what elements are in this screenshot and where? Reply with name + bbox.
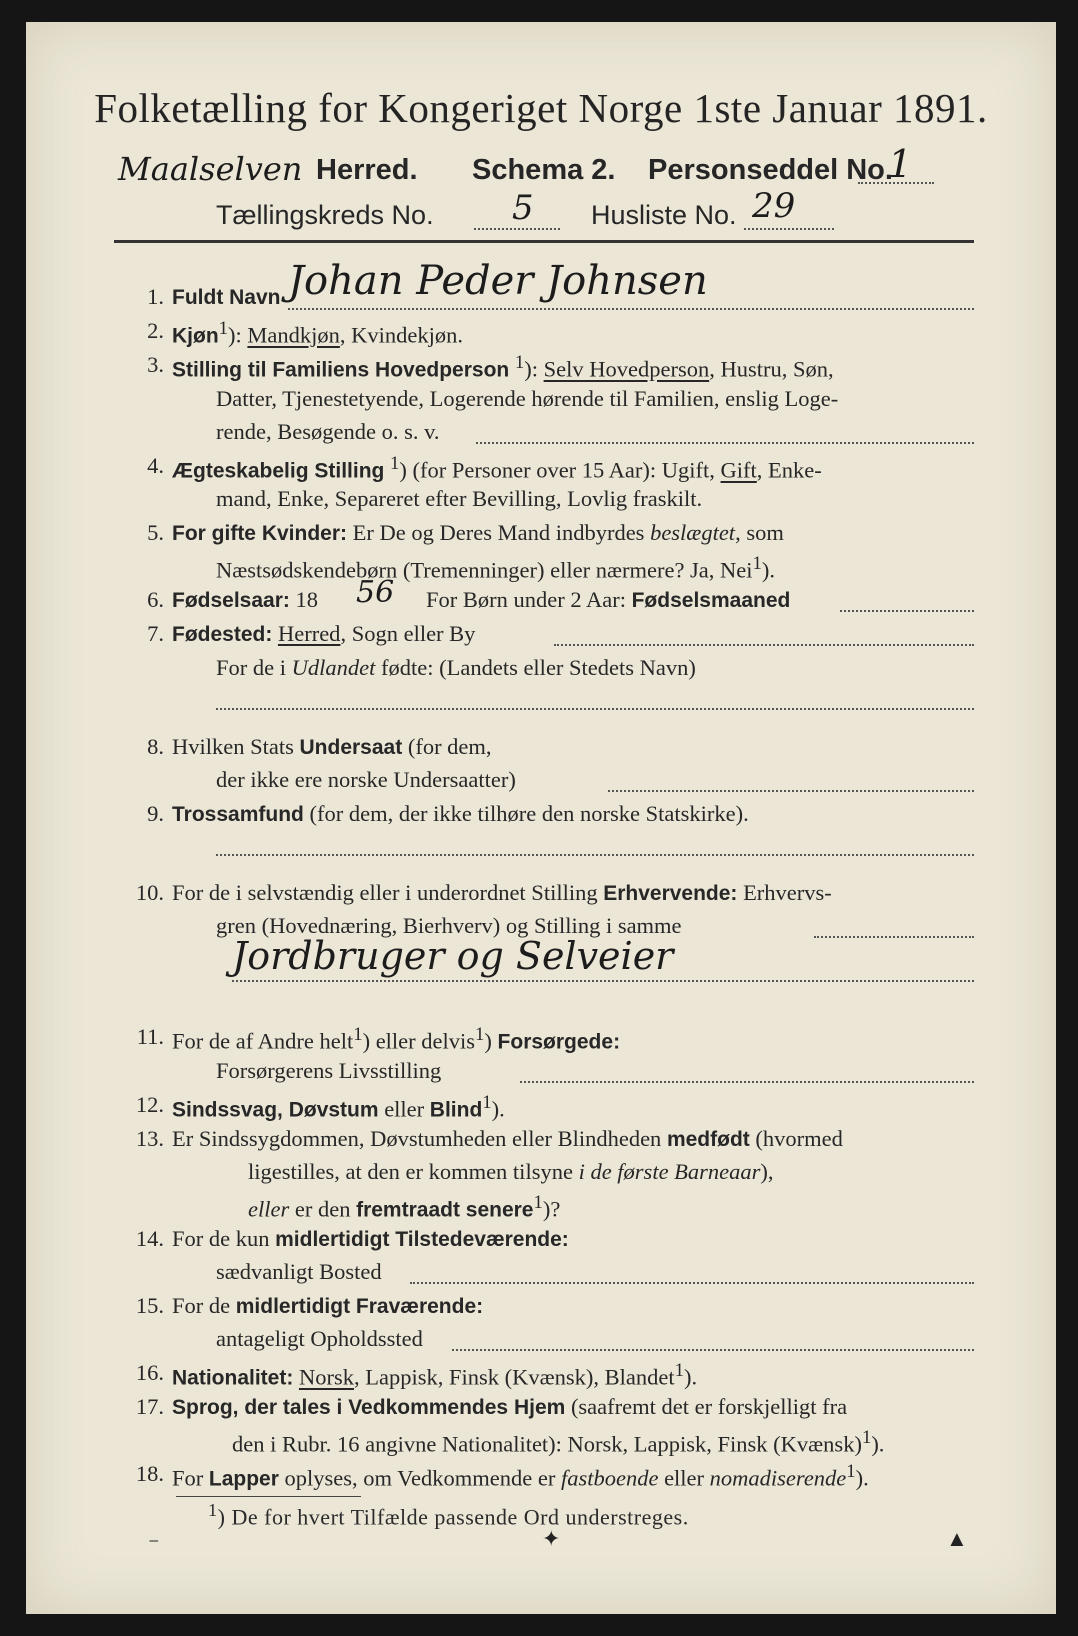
husliste-handwritten: 29 <box>752 186 796 226</box>
field-number: 10. <box>135 880 164 905</box>
field-label: Lapper <box>208 1467 279 1491</box>
dotted-line <box>476 442 974 444</box>
field-label: Sindssvag, Døvstum <box>172 1098 379 1122</box>
census-form: Folketælling for Kongeriget Norge 1ste Januar 1891. Maalselven Herred. Schema 2. Personseddel No. 1 Tællingskreds No. 5 Husliste No. 29 1. Fuldt Navn Johan Peder Johnsen 2. Kjøn$^1$): Mandkjøn, Kvindekjøn. 3. Stilling til Familiens Hovedperson $^1$): Selv Hovedperson, Hustru, Søn, Datter, Tjenestetyende, Logerende hørende til Familien, enslig Loge- rende, Besøgende o. s. v. 4. Ægteskabelig Stilling $^1$) (for Personer over 15 Aar): Ugift, Gift, Enke- mand, Enke, Separeret efter Bevilling, Lovlig fraskilt. 5. For gifte Kvinder: Er De og Deres Mand indbyrdes beslægtet, som Næstsødskendebørn (Tremenninger) eller nærmere? Ja, Nei$^1$). 6. Fødselsaar: 18 For Børn under 2 Aar: Fødselsmaaned 56 7. Fødested: Herred, Sogn eller By For de i Udlandet fødte: (Landets eller Stedets Navn) 8. Hvilken Stats Undersaat (for dem, der ikke ere norske Undersaatter) 9. Trossamfund (for dem, der ikke tilhøre den norske Statskirke). 10. For de i selvstændig eller i underordnet Stilling Erhvervende: Erhvervs- gren (Hovednæring, Bierhverv) og Stilling i samme Jordbruger og Selveier 11. For de af Andre helt$^1$) eller delvis$^1$) Forsørgede: Forsørgerens Livsstilling 12. Sindssvag, Døvstum eller Blind$^1$). 13. Er Sindssygdommen, Døvstumheden eller Blindheden medfødt (hvormed ligestilles, at den er kommen tilsyne i de første Barneaar), eller er den fremtraadt senere$^1$)? 14. For de kun midlertidigt Tilstedeværende: sædvanligt Bosted 15. For de midlertidigt Fraværende: antageligt Opholdssted 16. Nationalitet: Norsk, Lappisk, Finsk (Kvænsk), Blandet$^1$). 17. Sprog, der tales i Vedkommendes Hjem (saafremt det er forskjelligt fra den i Rubr. 16 angivne Nationalitet): Norsk, Lappisk, Finsk (Kvænsk)$^1$). 18. For Lapper oplyses, om Vedkommende er fastboende eller nomadiserende$^1$). $^1$) De for hvert Tilfælde passende Ord understreges. ⁻ ✦ ▲ <box>26 22 1056 1614</box>
field-number: 8. <box>147 734 164 759</box>
occupation-handwritten: Jordbruger og Selveier <box>232 934 674 978</box>
field-label: Kjøn <box>172 324 219 348</box>
field-number: 15. <box>135 1293 164 1318</box>
kreds-label: Tællingskreds No. <box>216 200 434 230</box>
header-rule <box>114 240 974 243</box>
husliste-label: Husliste No. <box>591 200 737 230</box>
field-number: 12. <box>135 1092 164 1117</box>
herred-label: Herred. <box>316 154 418 186</box>
dotted-line <box>288 308 974 310</box>
birthyear-handwritten: 56 <box>356 575 395 610</box>
underlined-option: Selv Hovedperson <box>543 356 710 382</box>
kreds-handwritten: 5 <box>512 188 534 228</box>
dotted-line <box>474 228 560 230</box>
field-label: medfødt <box>666 1128 750 1151</box>
field-label: Fødested: <box>172 623 273 646</box>
schema-label: Schema 2. <box>472 154 616 186</box>
field-number: 9. <box>147 801 164 826</box>
dotted-line <box>554 644 974 646</box>
dotted-line <box>232 980 974 982</box>
dotted-line <box>608 790 974 792</box>
field-number: 13. <box>135 1126 164 1151</box>
form-title: Folketælling for Kongeriget Norge 1ste Januar 1891. <box>94 85 988 131</box>
underlined-option: Mandkjøn <box>247 322 340 348</box>
field-label: Sprog, der tales i Vedkommendes Hjem <box>172 1396 566 1419</box>
field-label: Ægteskabelig Stilling <box>172 459 385 483</box>
field-number: 17. <box>135 1394 164 1419</box>
footnote-rule <box>176 1496 361 1497</box>
field-label: Erhvervende: <box>603 882 738 905</box>
field-label: For gifte Kvinder: <box>172 522 348 545</box>
field-number: 6. <box>147 587 164 612</box>
dotted-line <box>814 936 974 938</box>
dotted-line <box>840 610 974 612</box>
underlined-option: Norsk <box>298 1364 354 1390</box>
dotted-line <box>744 228 834 230</box>
cross-mark-icon: ✦ <box>542 1526 561 1551</box>
field-label: midlertidigt Tilstedeværende: <box>275 1228 569 1251</box>
field-label: Stilling til Familiens Hovedperson <box>172 358 510 382</box>
dotted-line <box>452 1349 974 1351</box>
field-label: Fuldt Navn <box>172 286 281 309</box>
dotted-line <box>216 854 974 856</box>
name-handwritten: Johan Peder Johnsen <box>288 258 708 304</box>
field-number: 1. <box>147 284 164 309</box>
underlined-option: Herred <box>277 621 341 646</box>
field-number: 14. <box>135 1226 164 1251</box>
field-number: 11. <box>136 1024 164 1049</box>
ink-mark: ⁻ <box>148 1532 160 1557</box>
field-number: 4. <box>147 453 164 478</box>
arrow-mark-icon: ▲ <box>946 1526 968 1551</box>
dotted-line <box>858 182 934 184</box>
field-number: 16. <box>135 1360 164 1385</box>
field-label: midlertidigt Fraværende: <box>235 1295 484 1318</box>
field-label: Undersaat <box>299 736 403 759</box>
footnote: $^1$) De for hvert Tilfælde passende Ord understreges. <box>208 1500 689 1530</box>
field-number: 3. <box>147 352 164 377</box>
field-label: Trossamfund <box>172 803 304 826</box>
field-label: Fødselsaar: <box>172 589 290 612</box>
personseddel-label: Personseddel No. <box>648 154 893 186</box>
dotted-line <box>520 1081 974 1083</box>
herred-handwritten: Maalselven <box>118 150 303 188</box>
field-number: 2. <box>147 318 164 343</box>
underlined-option: Gift <box>720 457 757 483</box>
field-number: 5. <box>147 520 164 545</box>
dotted-line <box>216 708 974 710</box>
field-label: Forsørgede: <box>497 1030 621 1054</box>
personseddel-handwritten: 1 <box>888 142 913 186</box>
field-number: 7. <box>147 621 164 646</box>
field-label: Nationalitet: <box>172 1366 294 1390</box>
dotted-line <box>410 1282 974 1284</box>
field-number: 18. <box>135 1461 164 1486</box>
